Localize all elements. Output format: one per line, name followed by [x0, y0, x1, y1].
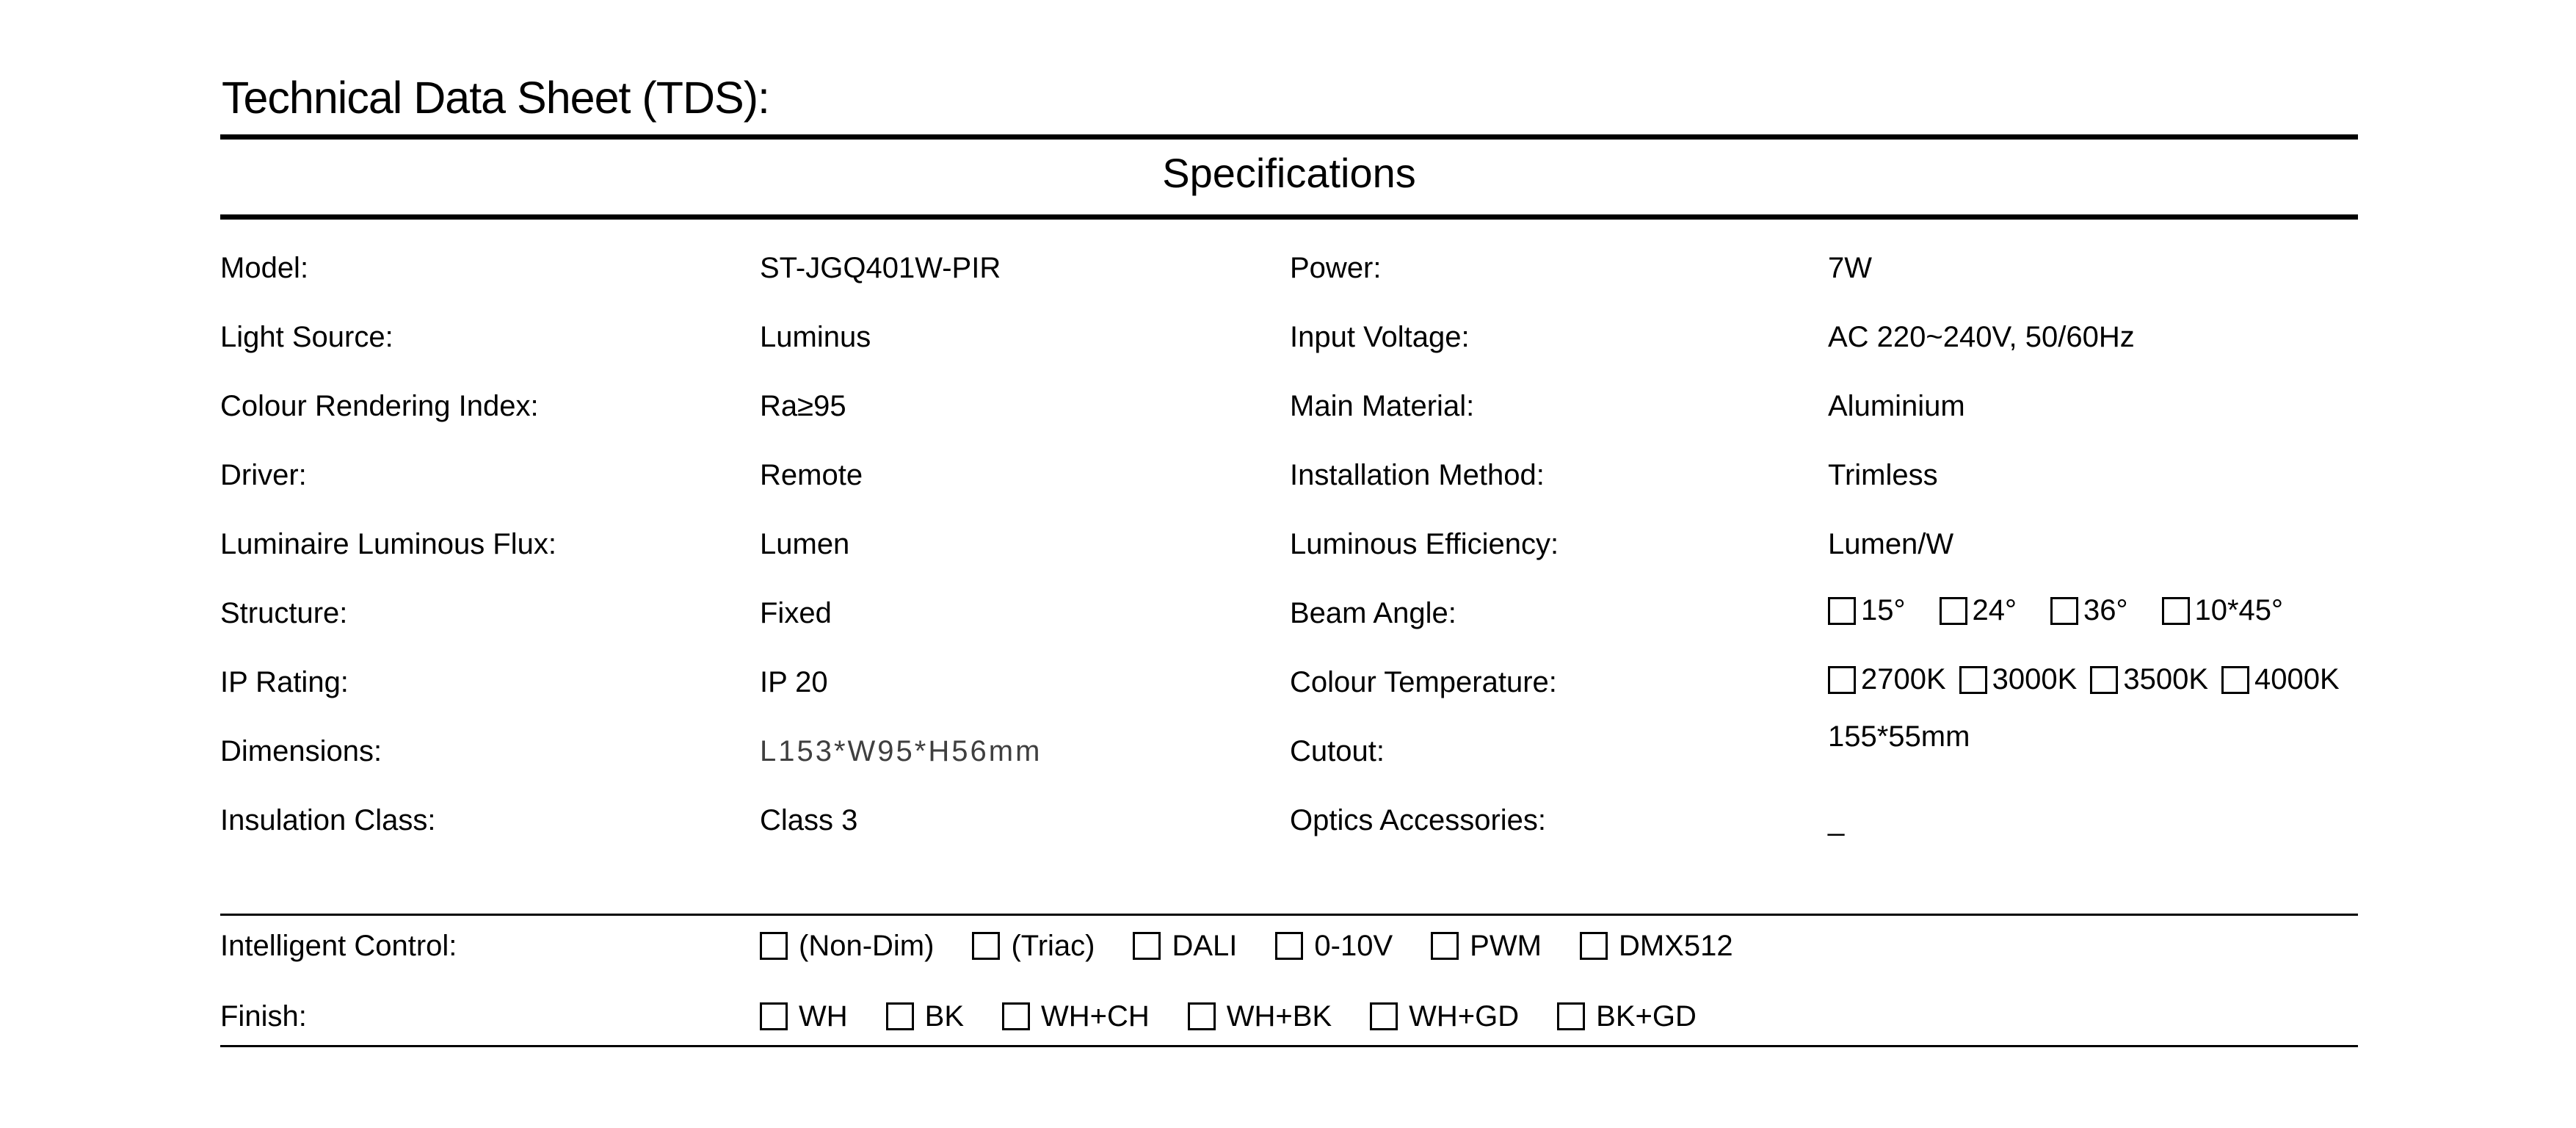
spec-label: Driver:	[220, 458, 307, 491]
checkbox-option-wh	[760, 1000, 848, 1033]
checkbox-group	[760, 1000, 1697, 1033]
checkbox-option-bk	[886, 1000, 964, 1033]
checkbox-label: WH+CH	[1041, 999, 1150, 1033]
spec-label: Optics Accessories:	[1290, 803, 1547, 836]
checkbox-label: 0-10V	[1314, 929, 1393, 962]
checkbox-wh[interactable]	[760, 1002, 788, 1030]
checkbox-label: DMX512	[1618, 929, 1733, 962]
spec-row	[220, 372, 2358, 441]
divider-line	[220, 214, 2358, 220]
checkbox-option-non-dim	[760, 930, 934, 963]
spec-label: Installation Method:	[1290, 458, 1545, 491]
spec-value: Aluminium	[1828, 389, 1965, 422]
checkbox-15[interactable]	[1828, 597, 1856, 625]
checkbox-option-wh-gd	[1370, 1000, 1519, 1033]
divider-line	[220, 134, 2358, 140]
checkbox-3000k[interactable]	[1959, 666, 1987, 694]
spec-value: _	[1828, 803, 1845, 836]
checkbox-label: WH+BK	[1226, 999, 1332, 1033]
checkbox-dmx512[interactable]	[1580, 932, 1608, 960]
checkbox-option-wh-ch	[1002, 1000, 1150, 1033]
checkbox-option-triac	[972, 930, 1095, 963]
spec-value: Ra≥95	[760, 389, 846, 422]
checkbox-label: 10*45°	[2194, 594, 2284, 627]
spec-value: Class 3	[760, 803, 858, 836]
spec-row	[220, 786, 2358, 855]
spec-row	[220, 441, 2358, 510]
checkbox-0-10v[interactable]	[1275, 932, 1303, 960]
control-label: Intelligent Control:	[220, 929, 457, 962]
checkbox-label: (Triac)	[1011, 929, 1095, 962]
spec-value: L153*W95*H56mm	[760, 734, 1042, 767]
checkbox-bk-gd[interactable]	[1557, 1002, 1585, 1030]
control-row	[220, 911, 2358, 981]
spec-value: Trimless	[1828, 458, 1938, 491]
checkbox-label: WH+GD	[1409, 999, 1520, 1033]
spec-label: Luminaire Luminous Flux:	[220, 527, 556, 560]
spec-row	[220, 303, 2358, 372]
checkbox-24[interactable]	[1940, 597, 1967, 625]
spec-value: Fixed	[760, 596, 832, 629]
spec-value	[1828, 594, 2358, 632]
checkbox-label: (Non-Dim)	[799, 929, 935, 962]
spec-row	[220, 579, 2358, 648]
checkbox-label: BK	[924, 999, 964, 1033]
checkbox-option-bk-gd	[1557, 1000, 1697, 1033]
checkbox-2700k[interactable]	[1828, 666, 1856, 694]
checkbox-option-2700k	[1828, 663, 1946, 696]
checkbox-option-36	[2050, 594, 2128, 627]
checkbox-group	[1828, 663, 2340, 696]
checkbox-label: WH	[799, 999, 848, 1033]
checkbox-10-45[interactable]	[2162, 597, 2190, 625]
spec-label: Insulation Class:	[220, 803, 436, 836]
checkbox-label: 2700K	[1861, 663, 1946, 696]
checkbox-option-4000k	[2221, 663, 2340, 696]
checkbox-label: 3000K	[1992, 663, 2078, 696]
checkbox-triac[interactable]	[972, 932, 1000, 960]
spec-label: IP Rating:	[220, 665, 349, 698]
checkbox-option-wh-bk	[1188, 1000, 1332, 1033]
checkbox-bk[interactable]	[886, 1002, 914, 1030]
control-options-section	[220, 911, 2358, 1052]
checkbox-option-24	[1940, 594, 2017, 627]
checkbox-option-10-45	[2162, 594, 2284, 627]
checkbox-label: 24°	[1972, 594, 2017, 627]
spec-row	[220, 648, 2358, 717]
control-row	[220, 981, 2358, 1052]
spec-row	[220, 234, 2358, 303]
spec-value: 7W	[1828, 251, 1872, 284]
spec-label: Cutout:	[1290, 734, 1385, 767]
checkbox-option-3500k	[2090, 663, 2208, 696]
control-label: Finish:	[220, 999, 307, 1033]
checkbox-label: 3500K	[2123, 663, 2209, 696]
checkbox-label: DALI	[1172, 929, 1238, 962]
spec-label: Beam Angle:	[1290, 596, 1456, 629]
checkbox-label: BK+GD	[1596, 999, 1697, 1033]
checkbox-non-dim[interactable]	[760, 932, 788, 960]
checkbox-group	[760, 930, 1733, 963]
checkbox-dali[interactable]	[1133, 932, 1161, 960]
checkbox-option-dmx512	[1580, 930, 1733, 963]
checkbox-wh-bk[interactable]	[1188, 1002, 1216, 1030]
spec-value	[1828, 663, 2358, 701]
checkbox-label: PWM	[1470, 929, 1542, 962]
spec-value: Luminus	[760, 320, 871, 353]
spec-row	[220, 717, 2358, 786]
page-title: Technical Data Sheet (TDS):	[222, 73, 769, 123]
spec-label: Colour Temperature:	[1290, 665, 1557, 698]
checkbox-3500k[interactable]	[2090, 666, 2118, 694]
checkbox-group	[1828, 594, 2283, 627]
checkbox-label: 4000K	[2254, 663, 2340, 696]
spec-label: Input Voltage:	[1290, 320, 1470, 353]
spec-label: Dimensions:	[220, 734, 382, 767]
spec-label: Luminous Efficiency:	[1290, 527, 1559, 560]
spec-value: IP 20	[760, 665, 828, 698]
spec-row	[220, 510, 2358, 579]
spec-value: AC 220~240V, 50/60Hz	[1828, 320, 2135, 353]
spec-value: Lumen/W	[1828, 527, 1954, 560]
checkbox-label: 36°	[2083, 594, 2128, 627]
checkbox-option-dali	[1133, 930, 1237, 963]
spec-label: Model:	[220, 251, 309, 284]
checkbox-option-pwm	[1431, 930, 1542, 963]
spec-value: Remote	[760, 458, 863, 491]
checkbox-pwm[interactable]	[1431, 932, 1459, 960]
checkbox-option-0-10v	[1275, 930, 1393, 963]
checkbox-wh-gd[interactable]	[1370, 1002, 1398, 1030]
specifications-header: Specifications	[1162, 150, 1416, 196]
checkbox-wh-ch[interactable]	[1002, 1002, 1030, 1030]
spec-value: Lumen	[760, 527, 850, 560]
specifications-table	[220, 234, 2358, 855]
spec-label: Power:	[1290, 251, 1382, 284]
spec-label: Colour Rendering Index:	[220, 389, 539, 422]
divider-line	[220, 1045, 2358, 1047]
spec-label: Main Material:	[1290, 389, 1475, 422]
checkbox-4000k[interactable]	[2221, 666, 2249, 694]
checkbox-option-15	[1828, 594, 1906, 627]
checkbox-option-3000k	[1959, 663, 2078, 696]
checkbox-36[interactable]	[2050, 597, 2078, 625]
spec-label: Structure:	[220, 596, 348, 629]
spec-value: ST-JGQ401W-PIR	[760, 251, 1001, 284]
spec-label: Light Source:	[220, 320, 393, 353]
spec-value: 155*55mm	[1828, 720, 1970, 753]
checkbox-label: 15°	[1861, 594, 1906, 627]
